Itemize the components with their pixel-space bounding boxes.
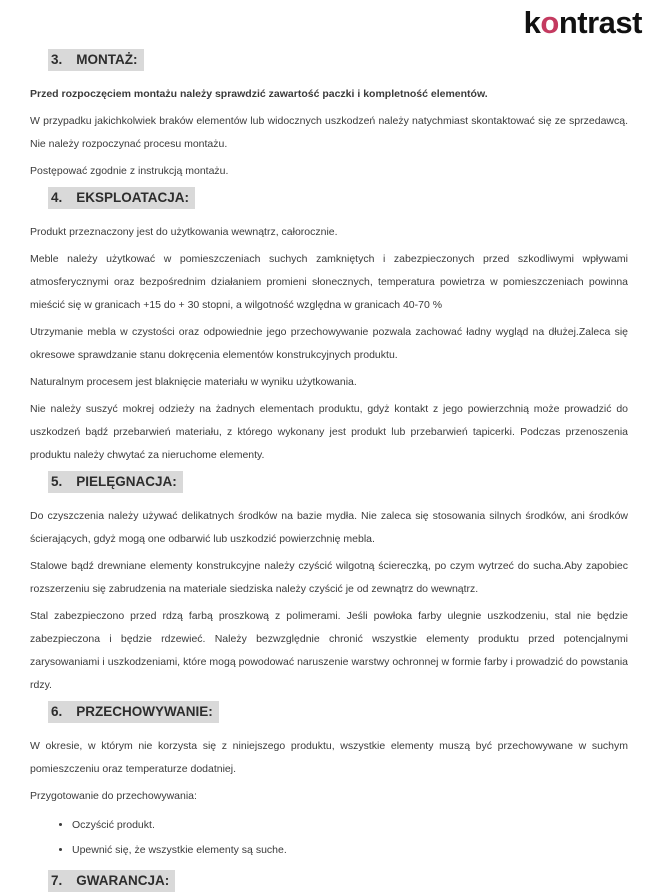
paragraph-eksploatacja-warunki: Meble należy użytkować w pomieszczeniach suchych zamkniętych i zabezpieczonych przed szkodliwymi wpływami atmosferycznymi oraz bezpośrednim działaniem promieni słonecznych, temperatura powietrza w pomieszczeniach powinna mieścić się w granicach +15 do + 30 stopni, a wilgotność względna w granicach 40-70 % — [30, 253, 628, 311]
heading-highlight — [48, 471, 183, 493]
logo-o-ring-icon: o — [540, 5, 559, 40]
paragraph-montaz-instrukcja: Postępować zgodnie z instrukcją montażu. — [30, 165, 229, 177]
heading-highlight — [48, 49, 144, 71]
section-title: PIELĘGNACJA: — [76, 474, 177, 489]
section-number: 5. — [51, 474, 63, 489]
paragraph-pielegnacja-elementy: Stalowe bądź drewniane elementy konstrukcyjne należy czyścić wilgotną ściereczką, po czym wytrzeć do sucha.Aby zapobiec rozszerzeniu się zabrudzenia na materiale siedziska należy czyścić je od zewnątrz do wewnątrz. — [30, 560, 628, 595]
heading-highlight — [48, 187, 195, 209]
section-heading-gwarancja — [48, 870, 628, 892]
paragraph-pielegnacja-srodki: Do czyszczenia należy używać delikatnych środków na bazie mydła. Nie zaleca się stosowania silnych środków, ani środków ścierających, gdyż mogą one odbarwić lub uszkodzić powierzchnię mebla. — [30, 510, 628, 545]
section-number: 4. — [51, 190, 63, 205]
section-number: 6. — [51, 704, 63, 719]
paragraph-eksploatacja-przeznaczenie: Produkt przeznaczony jest do użytkowania wewnątrz, całorocznie. — [30, 226, 338, 238]
section-heading-pielegnacja — [48, 471, 628, 493]
section-title: PRZECHOWYWANIE: — [76, 704, 213, 719]
heading-highlight — [48, 701, 219, 723]
paragraph-eksploatacja-czystosc: Utrzymanie mebla w czystości oraz odpowiednie jego przechowywanie pozwala zachować ładny wygląd na dłużej.Zaleca się okresowe sprawdzanie stanu dokręcenia elementów konstrukcyjnych produktu. — [30, 326, 628, 361]
logo-text-k: k — [523, 5, 541, 40]
section-number: 3. — [51, 52, 63, 67]
paragraph-pielegnacja-stal: Stal zabezpieczono przed rdzą farbą proszkową z polimerami. Jeśli powłoka farby ulegnie uszkodzeniu, stal nie będzie zabezpieczona i będzie rdzewieć. Należy bezwzględnie chronić wszystkie elementy produktu przed potencjalnymi zarysowaniami i uszkodzeniami, które mogą powodować naruszenie warstwy ochronnej w formie farby i prowadzić do powstania rdzy. — [30, 610, 628, 691]
section-title: GWARANCJA: — [76, 873, 170, 888]
paragraph-montaz-intro: Przed rozpoczęciem montażu należy sprawdzić zawartość paczki i kompletność elementów. — [30, 88, 488, 100]
paragraph-montaz-braki: W przypadku jakichkolwiek braków elementów lub widocznych uszkodzeń należy natychmiast skontaktować się ze sprzedawcą. Nie należy rozpoczynać procesu montażu. — [30, 115, 628, 150]
list-item: • Upewnić się, że wszystkie elementy są suche. — [72, 839, 628, 862]
heading-highlight — [48, 870, 175, 892]
list-item: • Oczyścić produkt. — [72, 814, 628, 837]
logo-text-rest: ntrast — [558, 5, 642, 40]
section-heading-przechowywanie — [48, 701, 628, 723]
storage-prep-list — [30, 814, 628, 862]
section-heading-eksploatacja — [48, 187, 628, 209]
paragraph-przechowywanie-okres: W okresie, w którym nie korzysta się z niniejszego produktu, wszystkie elementy muszą być przechowywane w suchym pomieszczeniu oraz temperaturze dodatniej. — [30, 740, 628, 775]
section-title: MONTAŻ: — [76, 52, 138, 67]
section-heading-montaz — [48, 49, 628, 71]
section-number: 7. — [51, 873, 63, 888]
kontrast-logo — [524, 6, 642, 40]
paragraph-eksploatacja-odziez: Nie należy suszyć mokrej odzieży na żadnych elementach produktu, gdyż kontakt z jego powierzchnią może prowadzić do uszkodzeń bądź przebarwień materiału, z którego wykonany jest produkt lub przebarwień tapicerki. Podczas przenoszenia produktu należy chwytać za nieruchome elementy. — [30, 403, 628, 461]
paragraph-eksploatacja-blakniecie: Naturalnym procesem jest blaknięcie materiału w wyniku użytkowania. — [30, 376, 357, 388]
section-title: EKSPLOATACJA: — [76, 190, 190, 205]
paragraph-przechowywanie-przygotowanie: Przygotowanie do przechowywania: — [30, 790, 197, 802]
